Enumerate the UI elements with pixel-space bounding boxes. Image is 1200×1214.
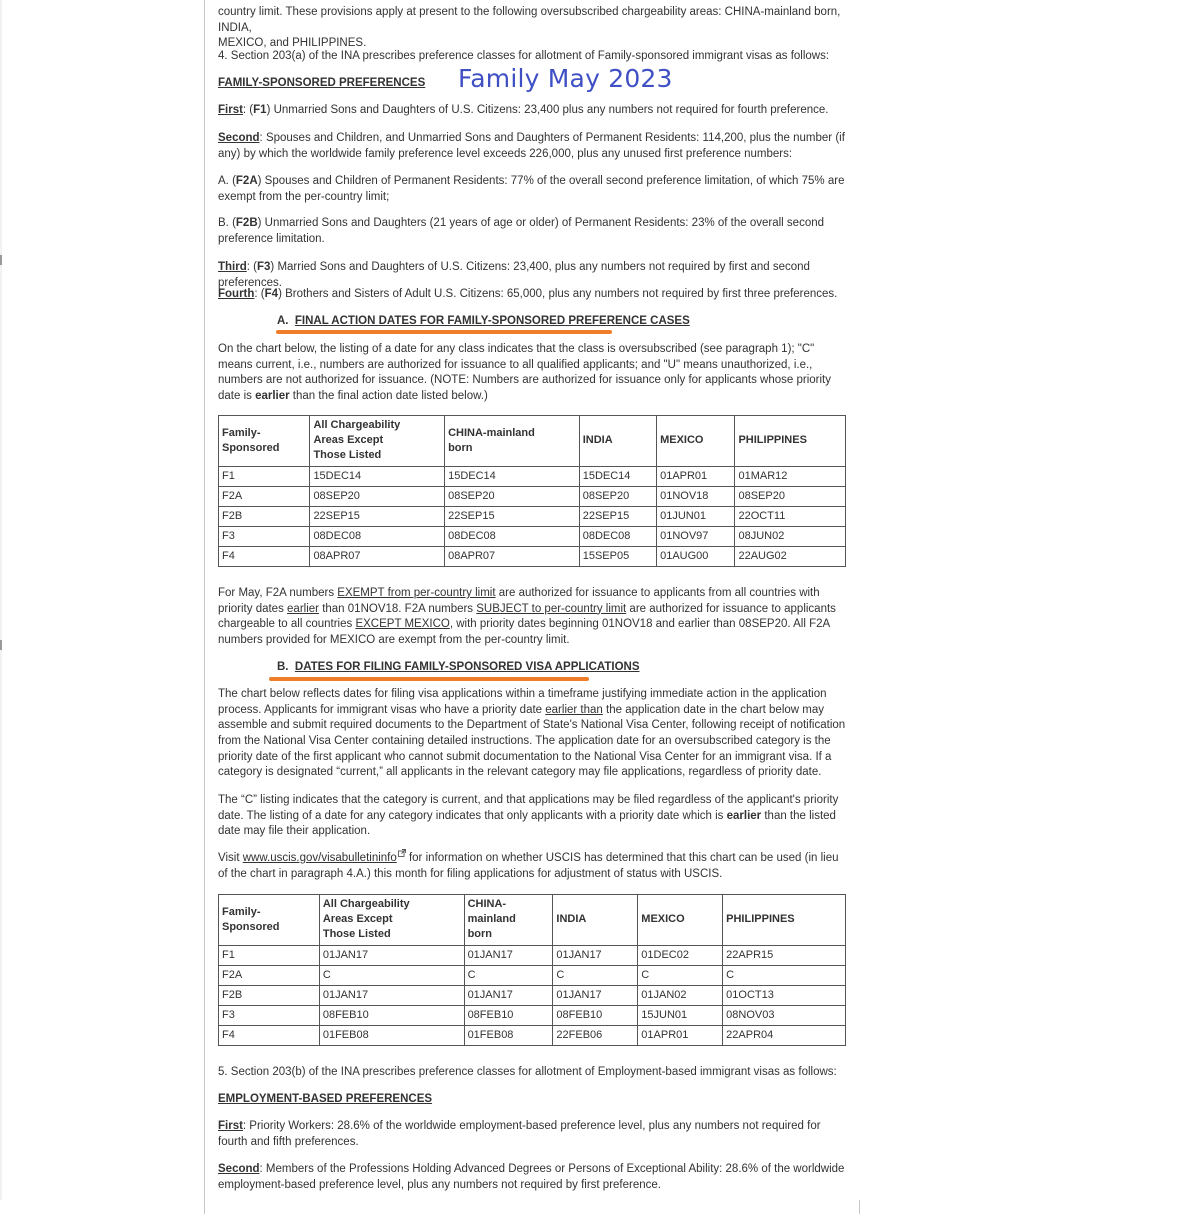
column-header: PHILIPPINES bbox=[735, 416, 846, 467]
date-cell: 01NOV97 bbox=[657, 526, 735, 546]
f2a-preference: A. (F2A) Spouses and Children of Permanent Residents: 77% of the overall second preference limitation, of which 75% are exempt from the per-country limit; bbox=[218, 175, 845, 203]
scroll-tick-mark bbox=[0, 640, 2, 650]
date-cell: 01JAN17 bbox=[553, 985, 638, 1005]
date-cell: 01MAR12 bbox=[735, 466, 846, 486]
table-row bbox=[219, 965, 846, 985]
family-preferences-heading: FAMILY-SPONSORED PREFERENCES bbox=[218, 77, 426, 89]
date-cell: C bbox=[723, 965, 846, 985]
date-cell: 08FEB10 bbox=[553, 1005, 638, 1025]
intro-paragraph bbox=[218, 5, 846, 52]
external-link-icon bbox=[398, 849, 406, 857]
employment-preferences-heading: EMPLOYMENT-BASED PREFERENCES bbox=[218, 1093, 433, 1105]
column-header: INDIA bbox=[579, 416, 656, 467]
category-cell: F2B bbox=[219, 985, 320, 1005]
category-cell: F3 bbox=[219, 526, 310, 546]
column-header: CHINA- mainland born bbox=[464, 895, 553, 946]
date-cell: 01DEC02 bbox=[638, 945, 723, 965]
date-cell: 08FEB10 bbox=[319, 1005, 464, 1025]
date-cell: 01JAN17 bbox=[319, 985, 464, 1005]
right-margin bbox=[858, 0, 1200, 1200]
table-row bbox=[219, 945, 846, 965]
section-b-title: B. DATES FOR FILING FAMILY-SPONSORED VISA APPLICATIONS bbox=[277, 661, 640, 673]
category-cell: F1 bbox=[219, 945, 320, 965]
table-row bbox=[219, 1025, 846, 1045]
table-row bbox=[219, 486, 846, 506]
table-row bbox=[219, 526, 846, 546]
date-cell: 15DEC14 bbox=[310, 466, 445, 486]
category-cell: F2B bbox=[219, 506, 310, 526]
date-cell: C bbox=[638, 965, 723, 985]
handwritten-annotation-title: Family May 2023 bbox=[458, 64, 673, 93]
date-cell: 22AUG02 bbox=[735, 546, 846, 566]
section-b-paragraph-2: The “C” listing indicates that the category is current, and that applications may be filed regardless of the applicant's priority date. The listing of a date for any category indicates that only applicants with a priority date which is earlier than the listed date may file their application. bbox=[218, 794, 839, 838]
section-a-title: A. FINAL ACTION DATES FOR FAMILY-SPONSORED PREFERENCE CASES bbox=[277, 315, 690, 327]
scroll-tick-mark bbox=[0, 255, 2, 265]
table-row bbox=[219, 506, 846, 526]
date-cell: 08SEP20 bbox=[735, 486, 846, 506]
column-header: Family- Sponsored bbox=[219, 416, 310, 467]
column-header: PHILIPPINES bbox=[723, 895, 846, 946]
date-cell: 01JAN02 bbox=[638, 985, 723, 1005]
column-header: MEXICO bbox=[657, 416, 735, 467]
column-header: MEXICO bbox=[638, 895, 723, 946]
orange-underline-annotation bbox=[276, 330, 612, 334]
date-cell: 01FEB08 bbox=[319, 1025, 464, 1045]
column-header: All Chargeability Areas Except Those Listed bbox=[319, 895, 464, 946]
intro-line-2: MEXICO, and PHILIPPINES. bbox=[218, 37, 367, 50]
date-cell: 22APR15 bbox=[723, 945, 846, 965]
date-cell: 01NOV18 bbox=[657, 486, 735, 506]
date-cell: C bbox=[319, 965, 464, 985]
date-cell: 01JAN17 bbox=[319, 945, 464, 965]
date-cell: C bbox=[464, 965, 553, 985]
f2b-preference: B. (F2B) Unmarried Sons and Daughters (21 years of age or older) of Permanent Residents: 23% of the overall second preference limitation. bbox=[218, 217, 825, 245]
table-row bbox=[219, 466, 846, 486]
section-b-paragraph-1: The chart below reflects dates for filing visa applications within a timeframe justifying immediate action in the application process. Applicants for immigrant visas who have a priority date earlier than the application date in the chart below may assemble and submit required documents to the Department of State's National Visa Center, following receipt of notification from the National Visa Center containing detailed instructions. The application date for an oversubscribed category is the priority date of the first applicant who cannot submit documentation to the National Visa Center for an immigrant visa. If a category is designated “current,” all applicants in the relevant category may file applications, regardless of priority date. bbox=[218, 688, 846, 779]
date-cell: 01JAN17 bbox=[553, 945, 638, 965]
category-cell: F2A bbox=[219, 486, 310, 506]
table-header-row bbox=[219, 416, 846, 467]
section-4-paragraph: 4. Section 203(a) of the INA prescribes preference classes for allotment of Family-sponsored immigrant visas as follows: bbox=[218, 50, 830, 62]
first-preference: First: (F1) Unmarried Sons and Daughters of U.S. Citizens: 23,400 plus any numbers not required for fourth preference. bbox=[218, 104, 829, 116]
date-cell: 01JAN17 bbox=[464, 945, 553, 965]
date-cell: 01JAN17 bbox=[464, 985, 553, 1005]
employment-first-preference: First: Priority Workers: 28.6% of the worldwide employment-based preference level, plus any numbers not required for fourth and fifth preferences. bbox=[218, 1120, 821, 1148]
category-cell: F4 bbox=[219, 1025, 320, 1045]
date-cell: 22SEP15 bbox=[445, 506, 580, 526]
date-cell: C bbox=[553, 965, 638, 985]
table-row bbox=[219, 1005, 846, 1025]
date-cell: 01FEB08 bbox=[464, 1025, 553, 1045]
date-cell: 22FEB06 bbox=[553, 1025, 638, 1045]
employment-second-preference: Second: Members of the Professions Holding Advanced Degrees or Persons of Exceptional Ability: 28.6% of the worldwide employment-based preference level, plus any numbers not required by first preference. bbox=[218, 1163, 845, 1191]
date-cell: 08DEC08 bbox=[579, 526, 656, 546]
section-5-paragraph: 5. Section 203(b) of the INA prescribes preference classes for allotment of Employment-based immigrant visas as follows: bbox=[218, 1066, 837, 1078]
date-cell: 01AUG00 bbox=[657, 546, 735, 566]
date-cell: 22SEP15 bbox=[310, 506, 445, 526]
table-row bbox=[219, 546, 846, 566]
date-cell: 08APR07 bbox=[445, 546, 580, 566]
window-edge bbox=[0, 0, 2, 1200]
date-cell: 08DEC08 bbox=[445, 526, 580, 546]
column-header: INDIA bbox=[553, 895, 638, 946]
date-cell: 08NOV03 bbox=[723, 1005, 846, 1025]
category-cell: F1 bbox=[219, 466, 310, 486]
date-cell: 08APR07 bbox=[310, 546, 445, 566]
intro-line-1: country limit. These provisions apply at present to the following oversubscribed chargeability areas: CHINA-mainland born, INDIA, bbox=[218, 6, 841, 34]
column-header: CHINA-mainland born bbox=[445, 416, 580, 467]
left-margin bbox=[0, 0, 204, 1200]
date-cell: 08DEC08 bbox=[310, 526, 445, 546]
date-cell: 01APR01 bbox=[638, 1025, 723, 1045]
date-cell: 08SEP20 bbox=[579, 486, 656, 506]
date-cell: 08JUN02 bbox=[735, 526, 846, 546]
date-cell: 15DEC14 bbox=[579, 466, 656, 486]
category-cell: F3 bbox=[219, 1005, 320, 1025]
date-cell: 22OCT11 bbox=[735, 506, 846, 526]
date-cell: 01OCT13 bbox=[723, 985, 846, 1005]
date-cell: 08SEP20 bbox=[310, 486, 445, 506]
date-cell: 08SEP20 bbox=[445, 486, 580, 506]
dates-for-filing-table bbox=[218, 894, 846, 1046]
second-preference: Second: Spouses and Children, and Unmarried Sons and Daughters of Permanent Residents: 114,200, plus the number (if any) by which the worldwide family preference level exceeds 226,000, plus any unused first preference numbers: bbox=[218, 132, 845, 160]
date-cell: 15JUN01 bbox=[638, 1005, 723, 1025]
date-cell: 01APR01 bbox=[657, 466, 735, 486]
column-header: Family- Sponsored bbox=[219, 895, 320, 946]
uscis-visa-bulletin-link[interactable]: www.uscis.gov/visabulletininfo bbox=[242, 852, 397, 864]
date-cell: 15DEC14 bbox=[445, 466, 580, 486]
date-cell: 15SEP05 bbox=[579, 546, 656, 566]
category-cell: F4 bbox=[219, 546, 310, 566]
final-action-dates-table bbox=[218, 415, 846, 567]
section-a-paragraph: On the chart below, the listing of a date for any class indicates that the class is oversubscribed (see paragraph 1); "C" means current, i.e., numbers are authorized for issuance to all qualified applicants; and "U" means unauthorized, i.e., numbers are not authorized for issuance. (NOTE: Numbers are authorized for issuance only for applicants whose priority date is earlier than the final action date listed below.) bbox=[218, 343, 831, 402]
date-cell: 01JUN01 bbox=[657, 506, 735, 526]
date-cell: 08FEB10 bbox=[464, 1005, 553, 1025]
column-header: All Chargeability Areas Except Those Listed bbox=[310, 416, 445, 467]
f2a-note-paragraph: For May, F2A numbers EXEMPT from per-country limit are authorized for issuance to applicants from all countries with priority dates earlier than 01NOV18. F2A numbers SUBJECT to per-country limit are authorized for issuance to applicants chargeable to all countries EXCEPT MEXICO, with priority dates beginning 01NOV18 and earlier than 08SEP20. All F2A numbers provided for MEXICO are exempt from the per-country limit. bbox=[218, 587, 836, 646]
third-preference: Third: (F3) Married Sons and Daughters of U.S. Citizens: 23,400, plus any numbers not required by first and second preferences. bbox=[218, 261, 810, 289]
orange-underline-annotation bbox=[269, 677, 589, 681]
category-cell: F2A bbox=[219, 965, 320, 985]
fourth-preference: Fourth: (F4) Brothers and Sisters of Adult U.S. Citizens: 65,000, plus any numbers not required by first three preferences. bbox=[218, 288, 838, 300]
table-row bbox=[219, 985, 846, 1005]
date-cell: 22SEP15 bbox=[579, 506, 656, 526]
table-header-row bbox=[219, 895, 846, 946]
date-cell: 22APR04 bbox=[723, 1025, 846, 1045]
uscis-visit-paragraph: Visit www.uscis.gov/visabulletininfo for information on whether USCIS has determined that this chart can be used (in lieu of the chart in paragraph 4.A.) this month for filing applications for adjustment of status with USCIS. bbox=[218, 851, 846, 882]
